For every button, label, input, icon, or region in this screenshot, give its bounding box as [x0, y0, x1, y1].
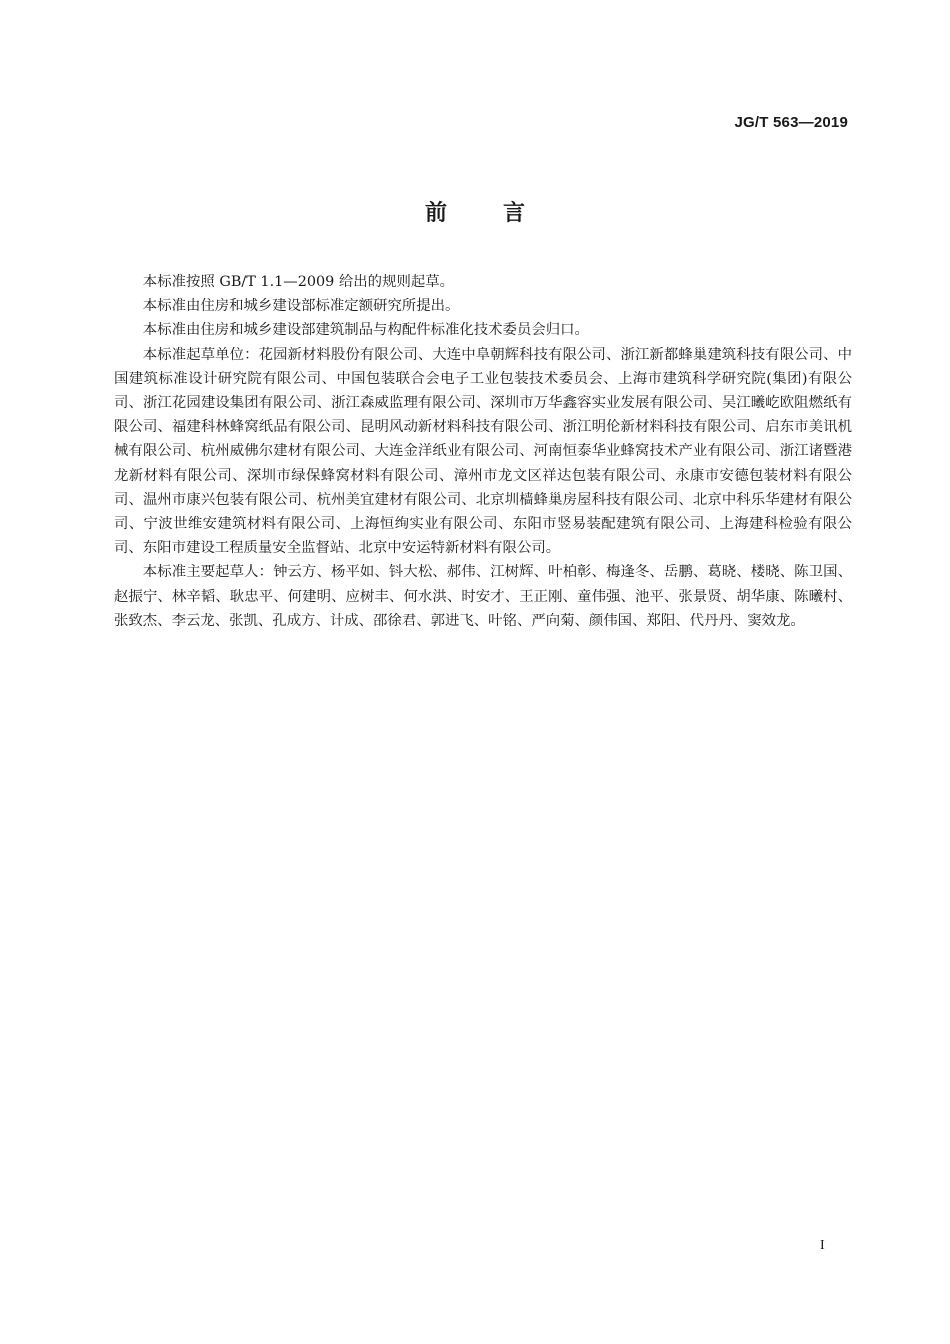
foreword-body — [114, 270, 852, 633]
paragraph-drafting-rules: 本标准按照 GB/T 1.1—2009 给出的规则起草。 — [142, 274, 455, 290]
paragraph-drafters: 本标准主要起草人：钟云方、杨平如、钭大松、郝伟、江树辉、叶柏彰、梅逢冬、岳鹏、葛晓、楼晓、陈卫国、赵振宁、林辛韬、耿忠平、何建明、应树丰、何水洪、时安才、王正刚、童伟强、池平、张景贤、胡华康、陈曦村、张致杰、李云龙、张凯、孔成方、计成、邵徐君、郭进飞、叶铭、严向菊、颜伟国、郑阳、代丹丹、窦效龙。 — [114, 564, 852, 629]
paragraph-proposer: 本标准由住房和城乡建设部标准定额研究所提出。 — [142, 298, 460, 315]
page-title: 前言 — [424, 201, 581, 226]
paragraph-centralized-by: 本标准由住房和城乡建设部建筑制品与构配件标准化技术委员会归口。 — [142, 322, 589, 339]
page-number: I — [820, 1238, 825, 1253]
paragraph-drafting-units: 本标准起草单位：花园新材料股份有限公司、大连中阜朝辉科技有限公司、浙江新都蜂巢建筑科技有限公司、中国建筑标准设计研究院有限公司、中国包装联合会电子工业包装技术委员会、上海市建筑科学研究院(集团)有限公司、浙江花园建设集团有限公司、浙江森威监理有限公司、深圳市万华鑫容实业发展有限公司、吴江曦屹欧阻燃纸有限公司、福建科林蜂窝纸品有限公司、昆明风动新材料科技有限公司、浙江明伦新材料科技有限公司、启东市美讯机械有限公司、杭州威佛尔建材有限公司、大连金洋纸业有限公司、河南恒泰华业蜂窝技术产业有限公司、浙江诸暨港龙新材料有限公司、深圳市绿保蜂窝材料有限公司、漳州市龙文区祥达包装有限公司、永康市安德包装材料有限公司、温州市康兴包装有限公司、杭州美宜建材有限公司、北京圳樯蜂巢房屋科技有限公司、北京中科乐华建材有限公司、宁波世维安建筑材料有限公司、上海恒绚实业有限公司、东阳市竖易装配建筑有限公司、上海建科检验有限公司、东阳市建设工程质量安全监督站、北京中安运特新材料有限公司。 — [114, 346, 852, 557]
standard-code: JG/T 563—2019 — [734, 114, 848, 131]
